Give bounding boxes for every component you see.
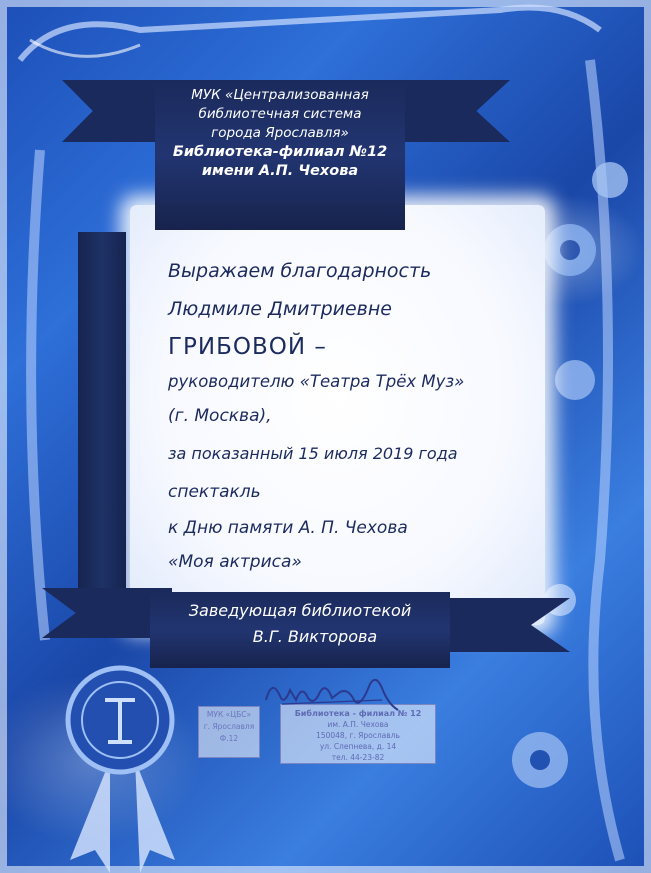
org-line-1: МУК «Централизованная (191, 87, 369, 103)
stamp-big-line-4: ул. Слепнева, д. 14 (319, 742, 397, 751)
signatory-block (150, 598, 450, 650)
recipient-role: руководителю «Театра Трёх Муз» (168, 372, 465, 391)
signatory-title: Заведующая библиотекой (188, 601, 412, 620)
signatory-name: В.Г. Викторова (252, 627, 378, 646)
stamp-small-line-3: Ф.12 (219, 734, 239, 743)
left-ribbon-bar (78, 232, 126, 600)
performance-date: за показанный 15 июля 2019 года (168, 444, 458, 463)
occasion: к Дню памяти А. П. Чехова (168, 518, 408, 538)
gratitude-line-1: Выражаем благодарность (168, 260, 432, 282)
org-line-3: города Ярославля» (211, 125, 349, 141)
stamp-big-line-5: тел. 44-23-82 (331, 753, 385, 762)
stamp-small (198, 706, 260, 758)
recipient-surname: ГРИБОВОЙ – (168, 334, 327, 360)
stamp-big-line-1: Библиотека - филиал № 12 (294, 709, 422, 718)
recipient-city: (г. Москва), (168, 406, 272, 426)
stamp-small-line-2: г. Ярославля (203, 722, 255, 731)
performance-type: спектакль (168, 482, 261, 502)
stamp-big-line-2: им. А.П. Чехова (327, 720, 389, 729)
recipient-name: Людмиле Дмитриевне (168, 298, 392, 320)
handwritten-signature-icon (262, 670, 402, 718)
organization-header (155, 86, 405, 181)
performance-title: «Моя актриса» (168, 552, 302, 572)
org-line-2: библиотечная система (198, 106, 362, 122)
org-line-4: Библиотека-филиал №12 (172, 144, 388, 160)
stamp-big-line-3: 150048, г. Ярославль (316, 731, 400, 740)
stamp-small-line-1: МУК «ЦБС» (206, 710, 252, 719)
wax-seal-icon (60, 660, 180, 780)
org-line-5: имени А.П. Чехова (201, 163, 359, 179)
